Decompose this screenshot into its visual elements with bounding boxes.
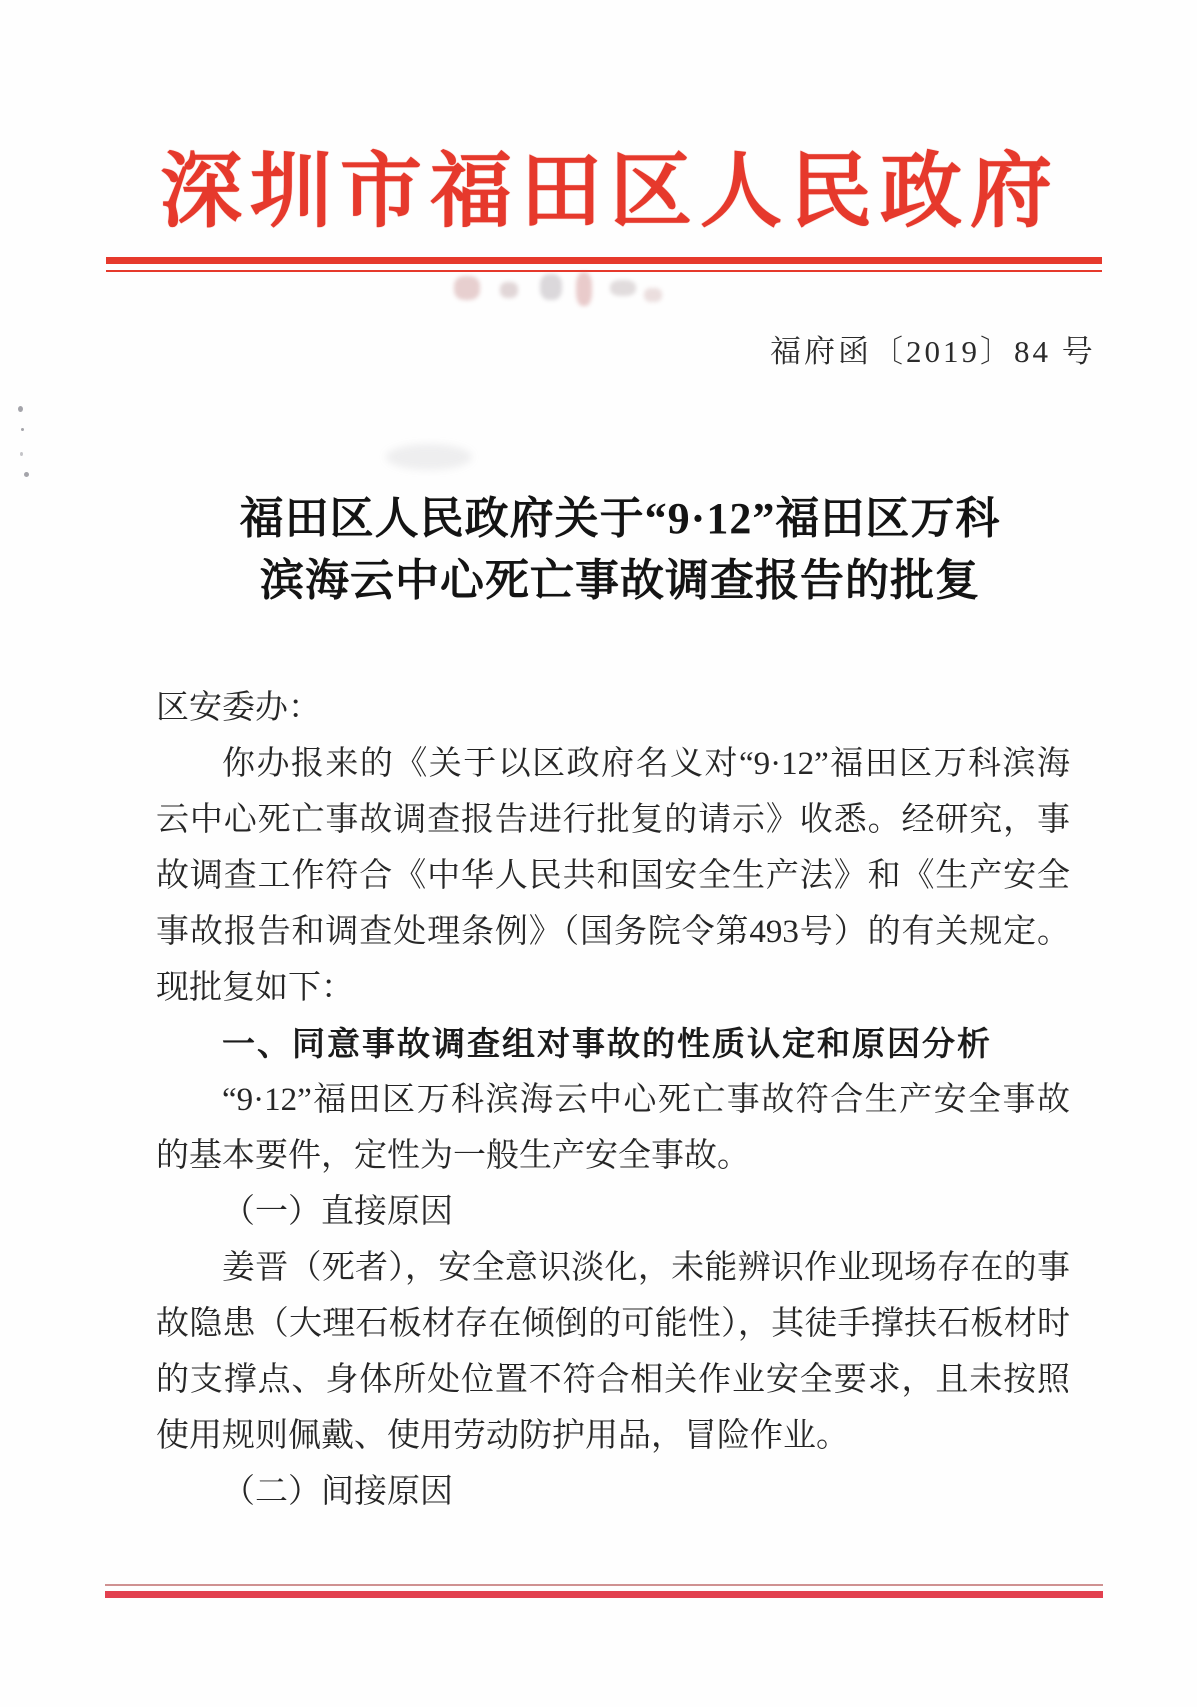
scan-speck (24, 472, 29, 477)
faded-stamp-remnant (448, 266, 668, 314)
paragraph: 姜晋（死者），安全意识淡化，未能辨识作业现场存在的事故隐患（大理石板材存在倾倒的可能性），其徒手撑扶石板材时的支撑点、身体所处位置不符合相关作业安全要求，且未按照使用规则佩戴、使用劳动防护用品，冒险作业。 (156, 1250, 1070, 1454)
salutation: 区安委办： (156, 690, 321, 726)
document-body (156, 680, 1070, 1520)
scan-smudge (386, 444, 472, 470)
scan-speck (18, 406, 23, 412)
section-heading: 一、同意事故调查组对事故的性质认定和原因分析 (222, 1025, 992, 1062)
document-title (60, 488, 1180, 612)
document-title-line1: 福田区人民政府关于“9·12”福田区万科 (239, 494, 1001, 543)
letterhead-divider-thick (106, 257, 1102, 264)
footer-divider-thick (105, 1591, 1103, 1598)
scan-speck (21, 428, 24, 431)
document-number: 福府函〔2019〕84 号 (770, 334, 1096, 369)
letterhead-agency-title: 深圳市福田区人民政府 (159, 146, 1060, 237)
sub-heading: （一）直接原因 (222, 1194, 453, 1230)
scan-speck (20, 452, 23, 456)
document-title-line2: 滨海云中心死亡事故调查报告的批复 (260, 556, 980, 605)
paragraph: 你办报来的《关于以区政府名义对“9·12”福田区万科滨海云中心死亡事故调查报告进行批复的请示》收悉。经研究，事故调查工作符合《中华人民共和国安全生产法》和《生产安全事故报告和调查处理条例》（国务院令第493号）的有关规定。现批复如下： (156, 746, 1070, 1006)
footer-divider-thin (105, 1584, 1103, 1586)
sub-heading: （二）间接原因 (222, 1474, 453, 1510)
paragraph: “9·12”福田区万科滨海云中心死亡事故符合生产安全事故的基本要件，定性为一般生产安全事故。 (156, 1082, 1070, 1174)
